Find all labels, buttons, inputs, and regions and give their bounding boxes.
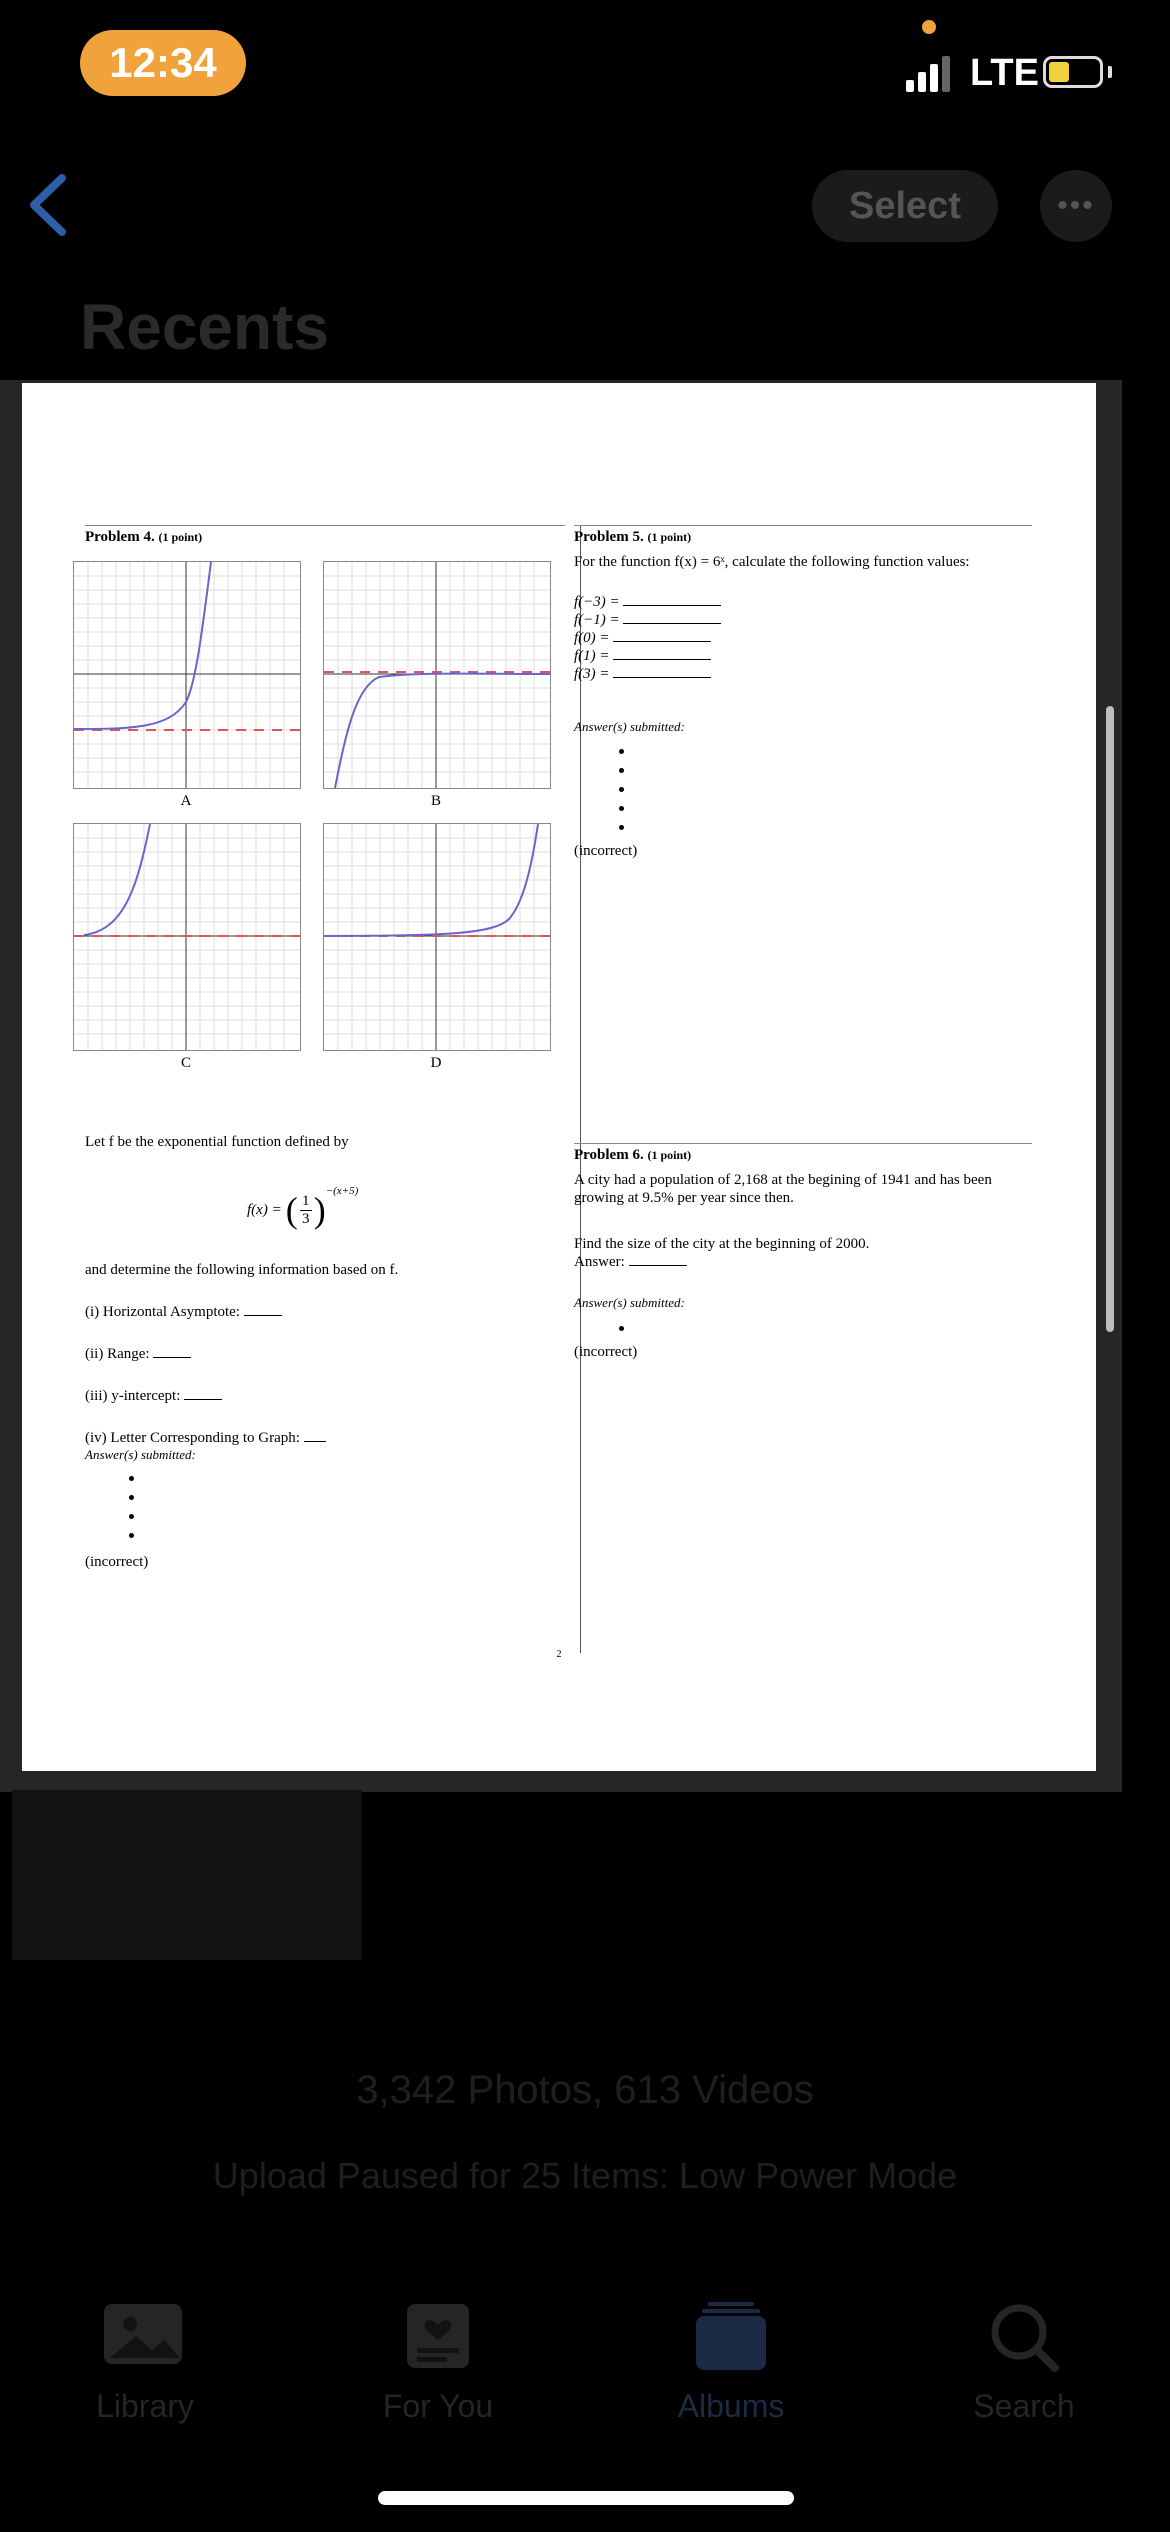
problem5-item-4: f(1) = xyxy=(574,647,711,665)
answer-bullet xyxy=(129,1533,134,1538)
problem5-rule xyxy=(574,525,1032,526)
graph-c xyxy=(73,823,301,1051)
formula-lhs: f(x) = xyxy=(247,1201,282,1218)
tab-label: For You xyxy=(382,2388,494,2424)
graph-label-d: D xyxy=(430,1055,442,1071)
answer-bullet xyxy=(619,825,624,830)
battery-icon xyxy=(1043,56,1103,88)
answer-bullet xyxy=(619,1326,624,1331)
tab-search[interactable] xyxy=(904,2300,1144,2425)
answer-bullet xyxy=(619,749,624,754)
problem5-item-5: f(3) = xyxy=(574,665,711,683)
graph-a xyxy=(73,561,301,789)
tab-library[interactable] xyxy=(25,2300,265,2425)
document-page[interactable] xyxy=(22,383,1096,1771)
graph-label-c: C xyxy=(180,1055,191,1071)
answer-bullet xyxy=(619,787,624,792)
albums-icon xyxy=(686,2300,776,2372)
problem5-prompt: For the function f(x) = 6ˣ, calculate the following function values: xyxy=(574,554,970,570)
formula-exponent: −(x+5) xyxy=(325,1185,359,1197)
photo-thumbnail[interactable] xyxy=(12,1790,362,1960)
problem4-item-4: (iv) Letter Corresponding to Graph: xyxy=(85,1429,326,1447)
column-divider xyxy=(580,525,581,1653)
for-you-icon xyxy=(393,2300,483,2372)
problem4-formula: f(x) = ( 1 3 ) −(x+5) xyxy=(247,1185,359,1230)
problem4-item-2: (ii) Range: xyxy=(85,1345,191,1363)
graph-d xyxy=(323,823,551,1051)
photos-icon xyxy=(100,2300,190,2372)
answer-bullet xyxy=(129,1514,134,1519)
document-scrollbar[interactable] xyxy=(1106,706,1114,1332)
problem4-rule xyxy=(85,525,565,526)
problem5-title: Problem 5. (1 point) xyxy=(574,529,692,545)
problem4-item-1: (i) Horizontal Asymptote: xyxy=(85,1303,282,1321)
problem4-result: (incorrect) xyxy=(85,1554,149,1570)
more-options-button[interactable]: ••• xyxy=(1040,170,1112,242)
problem5-item-2: f(−1) = xyxy=(574,611,721,629)
select-button[interactable]: Select xyxy=(812,170,998,242)
tab-albums[interactable] xyxy=(611,2300,851,2425)
status-time: 12:34 xyxy=(80,30,246,96)
upload-status: Upload Paused for 25 Items: Low Power Mode xyxy=(212,2155,958,2196)
tab-for-you[interactable] xyxy=(318,2300,558,2425)
problem6-answers-label: Answer(s) submitted: xyxy=(574,1295,685,1310)
cellular-signal-icon xyxy=(906,56,956,92)
problem5-result: (incorrect) xyxy=(574,843,638,859)
page-number: 2 xyxy=(556,1649,562,1660)
problem4-item-3: (iii) y-intercept: xyxy=(85,1387,222,1405)
problem4-instruction: and determine the following information based on f. xyxy=(85,1262,399,1278)
graph-label-a: A xyxy=(180,793,192,809)
battery-tip xyxy=(1108,66,1112,78)
problem4-intro: Let f be the exponential function defined by xyxy=(85,1134,349,1150)
graph-b xyxy=(323,561,551,789)
problem5-answers-label: Answer(s) submitted: xyxy=(574,719,685,734)
graph-label-b: B xyxy=(430,793,441,809)
tab-label: Albums xyxy=(677,2388,785,2424)
network-type: LTE xyxy=(970,52,1039,94)
answer-bullet xyxy=(619,768,624,773)
problem6-result: (incorrect) xyxy=(574,1344,638,1360)
album-title: Recents xyxy=(80,291,329,363)
problem6-title: Problem 6. (1 point) xyxy=(574,1147,692,1163)
formula-numerator: 1 xyxy=(301,1192,310,1209)
problem5-item-1: f(−3) = xyxy=(574,593,721,611)
problem6-answer-field: Answer: xyxy=(574,1253,687,1271)
library-counts: 3,342 Photos, 613 Videos xyxy=(356,2068,814,2112)
tab-label: Search xyxy=(973,2388,1075,2424)
problem5-item-3: f(0) = xyxy=(574,629,711,647)
answer-bullet xyxy=(619,806,624,811)
answer-bullet xyxy=(129,1476,134,1481)
answer-bullet xyxy=(129,1495,134,1500)
back-chevron-icon[interactable] xyxy=(20,170,80,240)
problem6-prompt: A city had a population of 2,168 at the begining of 1941 and has been growing at 9.5% per year since then. xyxy=(574,1172,992,1206)
problem4-answers-label: Answer(s) submitted: xyxy=(85,1447,196,1462)
search-icon xyxy=(979,2300,1069,2372)
formula-denominator: 3 xyxy=(301,1210,310,1227)
problem6-rule xyxy=(574,1143,1032,1144)
problem6-question: Find the size of the city at the beginning of 2000. xyxy=(574,1236,870,1252)
problem4-title: Problem 4. (1 point) xyxy=(85,529,203,545)
home-indicator[interactable] xyxy=(378,2491,794,2505)
tab-label: Library xyxy=(96,2388,194,2424)
privacy-indicator-dot xyxy=(922,20,936,34)
